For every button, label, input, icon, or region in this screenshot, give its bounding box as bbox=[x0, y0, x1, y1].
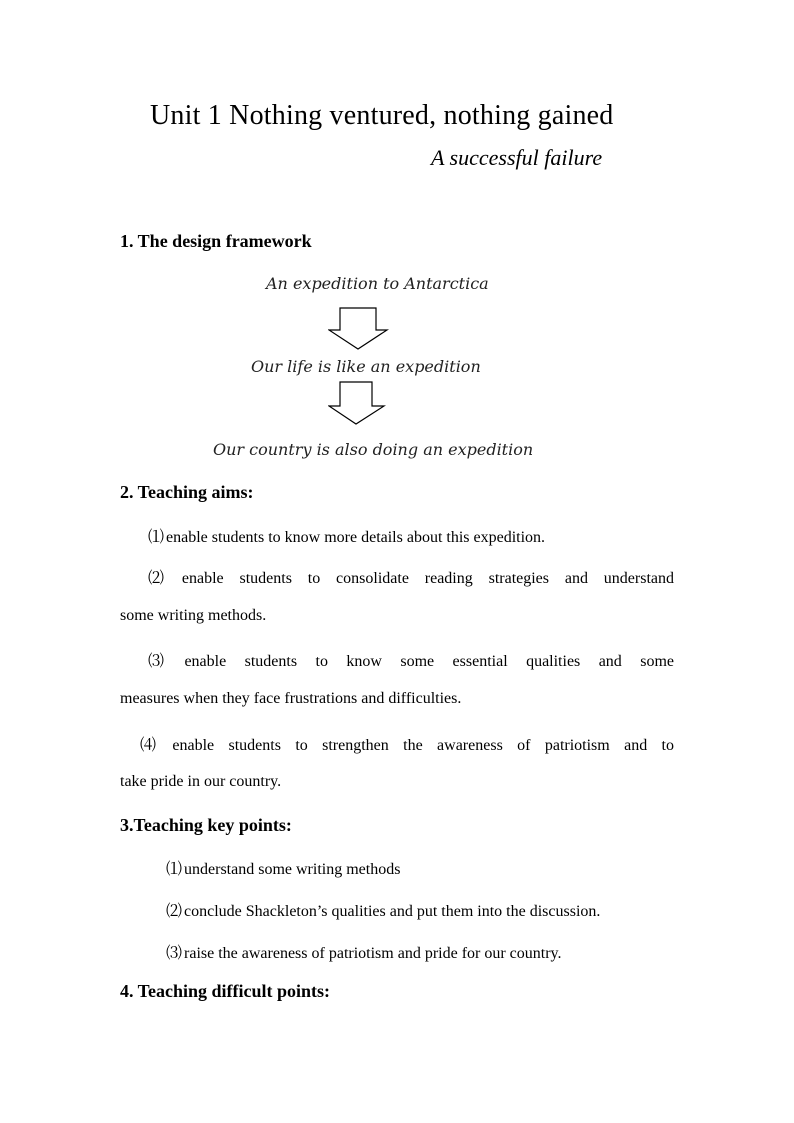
item-number: ⑷ bbox=[140, 737, 157, 754]
aim-item-4 bbox=[120, 732, 674, 755]
aim-text-line1: enable students to strengthen the awareness of patriotism and to bbox=[172, 737, 675, 754]
aim-item-4-cont: take pride in our country. bbox=[120, 773, 282, 790]
aim-item-3 bbox=[120, 648, 674, 671]
section-heading-key-points: 3.Teaching key points: bbox=[120, 815, 292, 835]
item-number: ⑵ bbox=[166, 903, 183, 920]
key-point-3 bbox=[166, 940, 562, 963]
flow-step-2: Our life is like an expedition bbox=[251, 357, 481, 376]
section-heading-design-framework: 1. The design framework bbox=[120, 231, 312, 251]
page-subtitle: A successful failure bbox=[431, 145, 603, 170]
item-number: ⑴ bbox=[148, 529, 165, 546]
section-heading-difficult-points: 4. Teaching difficult points: bbox=[120, 981, 331, 1001]
key-point-2 bbox=[166, 898, 600, 921]
key-point-text: conclude Shackleton’s qualities and put them into the discussion. bbox=[184, 903, 601, 920]
down-arrow-icon bbox=[328, 380, 386, 426]
flow-step-3: Our country is also doing an expedition bbox=[213, 440, 534, 459]
item-number: ⑴ bbox=[166, 861, 183, 878]
aim-text-line1: enable students to consolidate reading strategies and understand bbox=[181, 570, 675, 587]
aim-text: enable students to know more details about this expedition. bbox=[166, 529, 546, 546]
item-number: ⑶ bbox=[166, 945, 183, 962]
key-point-text: raise the awareness of patriotism and pride for our country. bbox=[184, 945, 562, 962]
aim-item-1 bbox=[148, 524, 545, 547]
key-point-text: understand some writing methods bbox=[184, 861, 401, 878]
down-arrow-icon bbox=[328, 306, 390, 352]
flow-step-1: An expedition to Antarctica bbox=[266, 274, 489, 293]
page-title: Unit 1 Nothing ventured, nothing gained bbox=[150, 100, 614, 131]
aim-item-2 bbox=[120, 565, 674, 588]
section-heading-teaching-aims: 2. Teaching aims: bbox=[120, 482, 254, 502]
key-point-1 bbox=[166, 856, 400, 879]
aim-item-2-cont: some writing methods. bbox=[120, 607, 267, 624]
item-number: ⑶ bbox=[148, 653, 165, 670]
aim-item-3-cont: measures when they face frustrations and difficulties. bbox=[120, 690, 462, 707]
aim-text-line1: enable students to know some essential qualities and some bbox=[184, 653, 675, 670]
item-number: ⑵ bbox=[148, 570, 165, 587]
